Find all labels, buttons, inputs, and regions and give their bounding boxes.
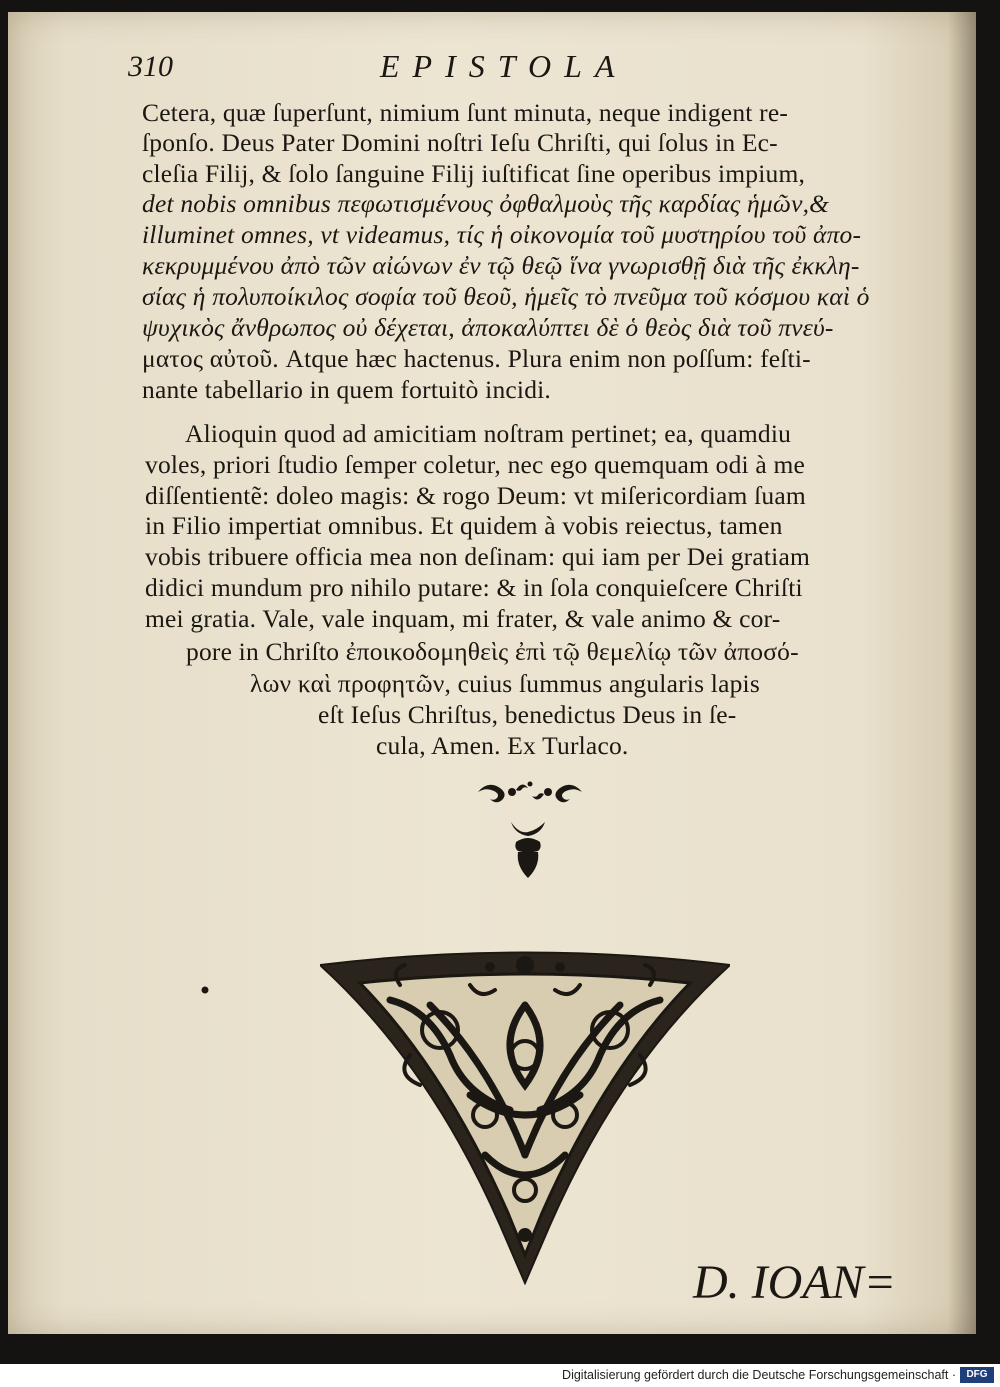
dfg-logo: DFG [960,1367,994,1383]
text-line: cleſia Filij, & ſolo ſanguine Filij iuſtificat ſine operibus impium, [142,159,806,188]
text-line: diſſentientẽ: doleo magis: & rogo Deum: vt miſericordiam ſuam [145,481,806,510]
catchword: D. IOAN= [693,1256,897,1309]
page-number: 310 [128,50,173,83]
funding-credit: Digitalisierung gefördert durch die Deutsche Forschungsgemeinschaft · [562,1368,956,1382]
fleuron-ornament-icon [470,772,590,812]
text-line: σίας ἡ πολυποίκιλος σοφία τοῦ θεοῦ, ἡμεῖς τὸ πνεῦμα τοῦ κόσμου καὶ ὁ [142,282,870,311]
text-line: didici mundum pro nihilo putare: & in ſola conquieſcere Chriſti [145,573,803,602]
text-line: Alioquin quod ad amicitiam noſtram pertinet; ea, quamdiu [185,419,792,448]
text-line: in Filio impertiat omnibus. Et quidem à vobis reiectus, tamen [145,511,783,540]
text-line: det nobis omnibus πεφωτισμένους ὀφθαλμοὺς τῆς καρδίας ἡμῶν,& [142,189,830,218]
text-line: ſponſo. Deus Pater Domini noſtri Ieſu Chriſti, qui ſolus in Ec- [142,128,778,157]
text-line: Cetera, quæ ſuperſunt, nimium ſunt minuta, neque indigent re- [142,98,789,127]
text-line: λων καὶ προφητῶν, cuius ſummus angularis lapis [250,669,760,698]
text-line: illuminet omnes, vt videamus, τίς ἡ οἰκονομία τοῦ μυστηρίου τοῦ ἀπο- [142,220,862,249]
acorn-ornament-icon [505,816,551,880]
text-line: κεκρυμμένου ἀπὸ τῶν αἰώνων ἐν τῷ θεῷ ἵνα γνωρισθῇ διὰ τῆς ἐκκλη- [142,251,860,280]
page-spine-shadow [948,12,976,1334]
text-line: ματος αὐτοῦ. Atque hæc hactenus. Plura enim non poſſum: feſti- [142,344,811,373]
ink-dot [200,985,210,995]
text-line: cula, Amen. Ex Turlaco. [376,731,629,760]
text-line: ψυχικὸς ἄνθρωπος οὐ δέχεται, ἀποκαλύπτει δὲ ὁ θεὸς διὰ τοῦ πνεύ- [142,313,834,342]
text-line: pore in Chriſto ἐποικοδομηθεὶς ἐπὶ τῷ θεμελίῳ τῶν ἀποσό- [186,637,799,666]
text-line: mei gratia. Vale, vale inquam, mi frater, & vale animo & cor- [145,604,781,633]
text-line: vobis tribuere officia mea non deſinam: qui iam per Dei gratiam [145,542,811,571]
text-line: voles, priori ſtudio ſemper coletur, nec ego quemquam odi à me [145,450,806,479]
digitization-footer [0,1364,1000,1387]
running-head: EPISTOLA [380,48,628,84]
arabesque-tailpiece-ornament-icon [320,945,730,1285]
text-line: eſt Ieſus Chriſtus, benedictus Deus in ſe- [318,700,737,729]
text-line: nante tabellario in quem fortuitò incidi. [142,375,552,404]
